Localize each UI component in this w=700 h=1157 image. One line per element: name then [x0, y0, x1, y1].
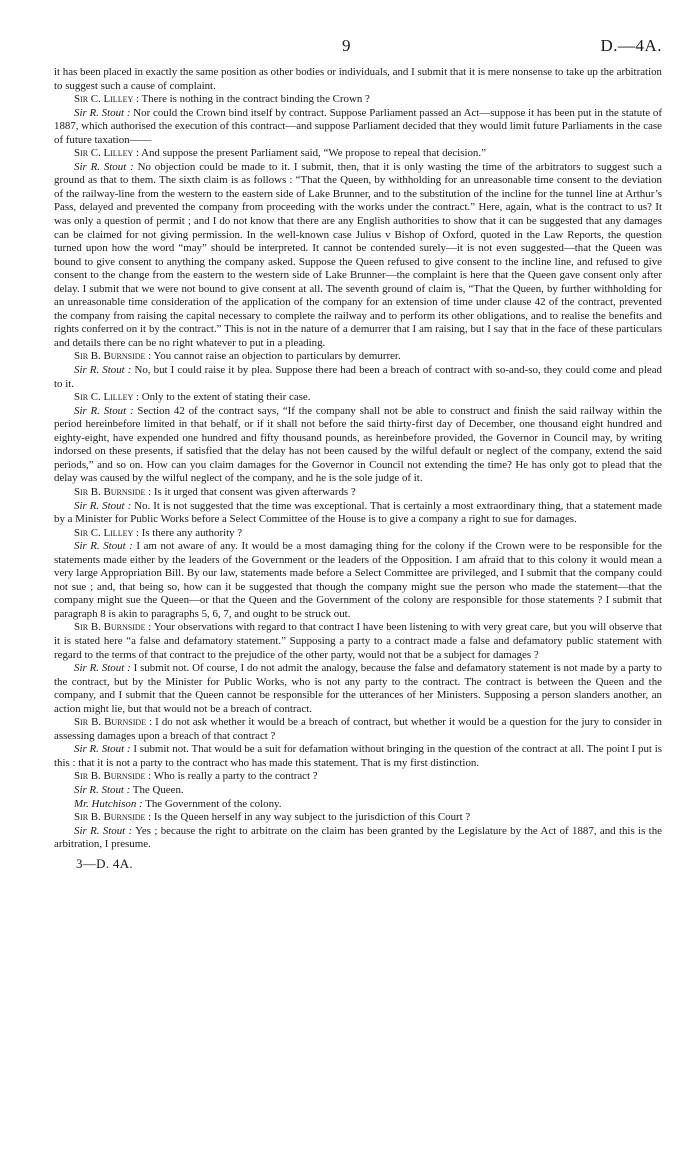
speaker-name: Sir B. Burnside :: [74, 770, 152, 783]
speaker-name: Sir B. Burnside :: [74, 350, 152, 363]
transcript-paragraph: [54, 350, 662, 364]
speaker-name: Sir R. Stout :: [74, 404, 134, 417]
transcript-paragraph: [54, 364, 662, 391]
transcript-paragraph: [54, 107, 662, 148]
transcript-paragraph: [54, 161, 662, 351]
speech-text: No objection could be made to it. I submit, then, that it is only wasting the time of the arbitrators to suggest such a ground as that to them. The sixth claim is as follows : “That the Queen, by withholding for an unreasonable time consent to the deviation of the railway-line from the western to the eastern side of Lake Brunner, and to the substitution of the incline for the tunnel line at Arthur’s Pass, delayed and prevented the company from proceeding with the works under the contract.” Here, again, what is the contract to us? It was only a question of permit ; and I do not know that there are any English authorities to show that it can be suggested that any damages can be claimed for not giving permission. In the well-known case Julius v Bishop of Oxford, quoted in the Law Reports, the question turned upon how the word “may” should be interpreted. It cannot be contended surely—it is not even suggested—that the Queen was bound to give consent to anything the company asked. Suppose the Queen refused to give consent to the incline line, and refused to give consent to the change from the eastern to the western side of Lake Brunner—the complaint is here that the Queen gave consent only after delay. I submit that we were not bound to give consent at all. The seventh ground of claim is, “That the Queen, by further withholding for an unreasonable time consideration of the application of the company for an extension of time under clause 42 of the contract, prevented the company from raising the capital necessary to complete the railway and to perform its other obligations, and to realise the benefits and rights conferred on it by the contract.” This is not in the nature of a demurrer that I am raising, but I say that in the face of these particulars and details there can be no right whatever to put in a pleading.: [54, 160, 662, 349]
speech-text: Is the Queen herself in any way subject to the jurisdiction of this Court ?: [151, 811, 471, 824]
speech-text: Is there any authority ?: [139, 526, 243, 539]
document-reference: D.—4A.: [600, 36, 662, 55]
page-header: [54, 36, 662, 66]
speaker-name: Sir R. Stout :: [74, 364, 132, 377]
transcript-paragraph: [54, 500, 662, 527]
speech-text: Is it urged that consent was given afterwards ?: [151, 485, 356, 498]
transcript-body: [54, 66, 662, 852]
transcript-paragraph: [54, 93, 662, 107]
transcript-paragraph: [54, 147, 662, 161]
transcript-paragraph: [54, 743, 662, 770]
speaker-name: Sir B. Burnside :: [74, 621, 152, 634]
speaker-name: Mr. Hutchison :: [74, 797, 143, 810]
speech-text: Section 42 of the contract says, “If the company shall not be able to construct and finish the said railway within the period hereinbefore limited in that behalf, or if it shall not before the said thirty-first day of December, one thousand eight hundred and eighty-eight, have expended one hundred and fifty thousand pounds, as hereinbefore provided, the Governor in Council may, by writing indorsed on these presents, if satisfied that the delay has not been caused by the wilful default or neglect of the company, extend the said periods,” and so on. How can you claim damages for the Governor in Council not extending the time? He has only got to plead that the delay was caused by the wilful neglect of the company, and he is the sole judge of it.: [54, 404, 662, 485]
speech-text: There is nothing in the contract binding the Crown ?: [139, 93, 370, 106]
speaker-name: Sir B. Burnside :: [74, 485, 152, 498]
speaker-name: Sir R. Stout :: [74, 540, 133, 553]
speech-text: I submit not. Of course, I do not admit the analogy, because the false and defamatory statement is not made by a party to the contract, but by the Minister for Public Works, who is not any party to the contract. The contract is between the Queen and the company, and I submit that the Queen cannot be responsible for the utterances of her Ministers. Supposing a person slanders another, an action might lie, but that would not be a breach of contract.: [54, 662, 662, 715]
speech-text: I am not aware of any. It would be a most damaging thing for the colony if the Crown were to be responsible for the statements made either by the leaders of the Government or the leaders of the Opposition. I am afraid that to this colony it would mean a very large Appropriation Bill. By our law, statements made before a Select Committee are privileged, and I submit that the company could not sue ; and, that being so, how can it be suggested that though the company might sue the person who made the statement—that the company might sue the Queen—or that the Queen and the Government of the colony are responsible for those statements ? I submit that paragraph 8 is akin to paragraphs 5, 6, 7, and ought to be struck out.: [54, 540, 662, 620]
speech-text: No, but I could raise it by plea. Suppose there had been a breach of contract with so-and-so, they could come and plead to it.: [54, 364, 662, 390]
transcript-paragraph: [54, 716, 662, 743]
speech-text: Your observations with regard to that contract I have been listening to with very great care, but you will observe that it is stated here “a false and defamatory statement.” Supposing a party to a contract made a false and defamatory public statement with regard to the terms of that contract to the prejudice of the other party, would not that be a subject for damages ?: [54, 621, 662, 661]
transcript-paragraph: [54, 662, 662, 716]
transcript-paragraph: [54, 527, 662, 541]
speaker-name: Sir R. Stout :: [74, 662, 131, 675]
transcript-paragraph: [54, 770, 662, 784]
transcript-paragraph: [54, 66, 662, 93]
speaker-name: Sir R. Stout :: [74, 743, 131, 756]
speech-text: it has been placed in exactly the same position as other bodies or individuals, and I submit that it is mere nonsense to take up the arbitration to suggest such a cause of complaint.: [54, 66, 662, 92]
speaker-name: Sir B. Burnside :: [74, 716, 153, 729]
speech-text: I do not ask whether it would be a breach of contract, but whether it would be a question for the jury to consider in assessing damages upon a breach of that contract ?: [54, 716, 663, 742]
transcript-paragraph: [54, 784, 662, 798]
transcript-paragraph: [54, 405, 662, 486]
transcript-paragraph: [54, 811, 662, 825]
speaker-name: Sir C. Lilley :: [74, 526, 139, 539]
speech-text: The Queen.: [130, 783, 184, 796]
printer-signature: 3—D. 4A.: [76, 855, 133, 871]
speech-text: And suppose the present Parliament said, “We propose to repeal that decision.”: [139, 147, 486, 160]
transcript-paragraph: [54, 486, 662, 500]
speaker-name: Sir R. Stout :: [74, 783, 131, 796]
speech-text: No. It is not suggested that the time was exceptional. That is certainly a most extraordinary thing, that a statement made by a Minister for Public Works before a Select Committee of the House is to give a company a right to sue for damages.: [54, 499, 662, 526]
speech-text: I submit not. That would be a suit for defamation without bringing in the question of the contract at all. The point I put is this : that it is not a party to the contract who has made this statement. That is my first distinction.: [54, 743, 662, 769]
speaker-name: Sir B. Burnside :: [74, 811, 152, 824]
speaker-name: Sir C. Lilley :: [74, 391, 139, 404]
speaker-name: Sir R. Stout :: [74, 499, 132, 512]
speaker-name: Sir R. Stout :: [74, 106, 131, 119]
speech-text: Who is really a party to the contract ?: [151, 770, 318, 783]
transcript-paragraph: [54, 540, 662, 621]
transcript-paragraph: [54, 621, 662, 662]
speaker-name: Sir R. Stout :: [74, 824, 133, 837]
speech-text: Yes ; because the right to arbitrate on the claim has been granted by the Legislature by the Act of 1887, and this is the arbitration, I presume.: [54, 824, 662, 851]
transcript-paragraph: [54, 391, 662, 405]
page-number: 9: [342, 36, 351, 55]
transcript-paragraph: [54, 825, 662, 852]
speaker-name: Sir C. Lilley :: [74, 147, 139, 160]
speaker-name: Sir R. Stout :: [74, 160, 134, 173]
transcript-paragraph: [54, 798, 662, 812]
speech-text: You cannot raise an objection to particulars by demurrer.: [151, 350, 401, 363]
speech-text: Nor could the Crown bind itself by contract. Suppose Parliament passed an Act—suppose it has been put in the statute of 1887, which authorised the execution of this contract—and suppose Parliament decided that they would limit future Parliaments in the case of future taxation——: [54, 106, 662, 146]
speaker-name: Sir C. Lilley :: [74, 93, 139, 106]
speech-text: The Government of the colony.: [142, 797, 282, 810]
speech-text: Only to the extent of stating their case.: [139, 391, 311, 404]
